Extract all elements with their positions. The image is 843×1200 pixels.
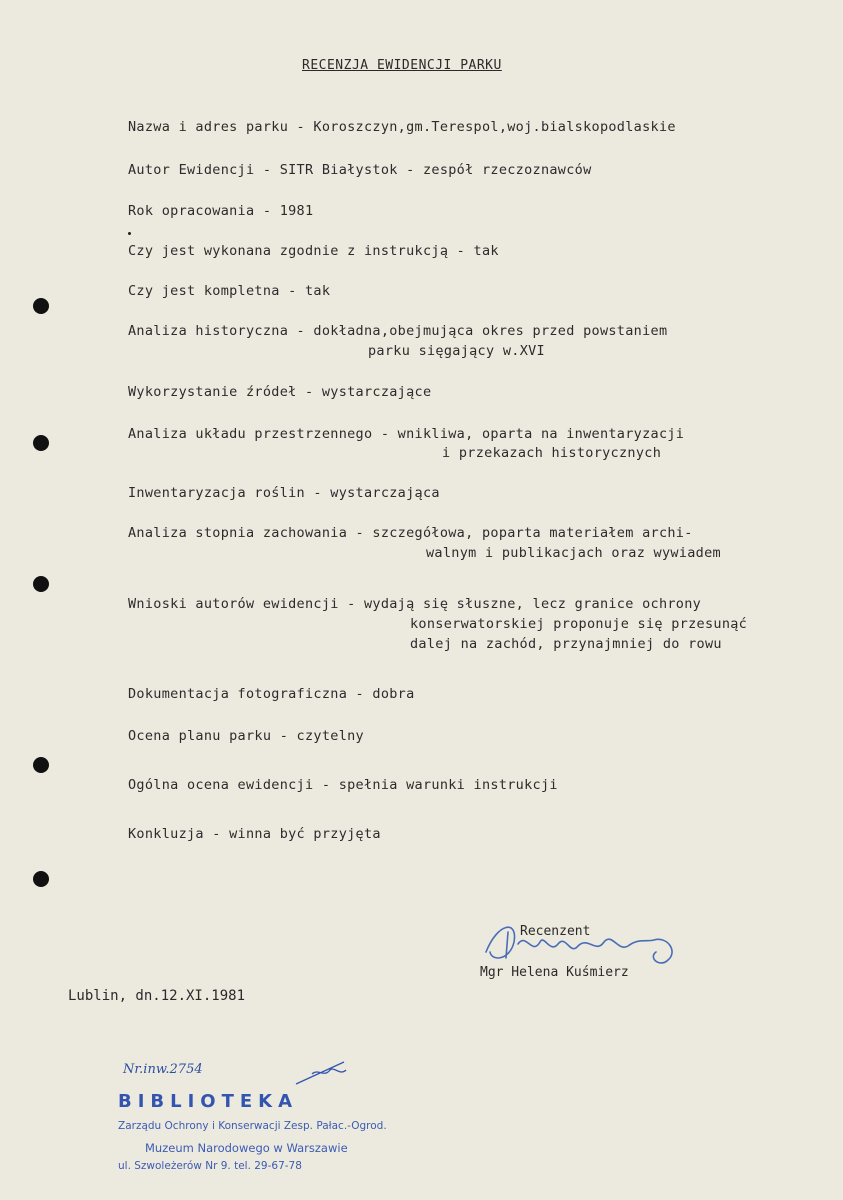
inventory-number-note: Nr.inw.2754 (123, 1062, 203, 1077)
punch-hole (33, 435, 49, 451)
place-date: Lublin, dn.12.XI.1981 (68, 988, 246, 1004)
line-conclusions-cont2: dalej na zachód, przynajmniej do rowu (410, 636, 722, 652)
stamp-title: BIBLIOTEKA (118, 1091, 299, 1112)
line-spatial-analysis-cont: i przekazach historycznych (442, 445, 662, 461)
line-overall-assessment: Ogólna ocena ewidencji - spełnia warunki instrukcji (128, 777, 558, 793)
line-plant-inventory: Inwentaryzacja roślin - wystarczająca (128, 485, 440, 501)
ink-dot (128, 232, 131, 235)
reviewer-label: Recenzent (520, 924, 591, 939)
line-complete: Czy jest kompletna - tak (128, 283, 331, 299)
line-plan-assessment: Ocena planu parku - czytelny (128, 728, 364, 744)
line-sources: Wykorzystanie źródeł - wystarczające (128, 384, 432, 400)
line-author: Autor Ewidencji - SITR Białystok - zespół rzeczoznawców (128, 162, 592, 178)
line-preservation-analysis: Analiza stopnia zachowania - szczegółowa, poparta materiałem archi- (128, 525, 693, 541)
line-spatial-analysis: Analiza układu przestrzennego - wnikliwa, oparta na inwentaryzacji (128, 426, 685, 442)
line-compliance: Czy jest wykonana zgodnie z instrukcją - tak (128, 243, 499, 259)
line-historical-analysis-cont: parku sięgający w.XVI (368, 343, 545, 359)
stamp-line-2: Muzeum Narodowego w Warszawie (145, 1141, 348, 1155)
punch-hole (33, 757, 49, 773)
line-photo-documentation: Dokumentacja fotograficzna - dobra (128, 686, 415, 702)
line-preservation-analysis-cont: walnym i publikacjach oraz wywiadem (426, 545, 721, 561)
reviewer-name: Mgr Helena Kuśmierz (480, 965, 629, 980)
line-conclusions: Wnioski autorów ewidencji - wydają się słuszne, lecz granice ochrony (128, 596, 702, 612)
line-name-address: Nazwa i adres parku - Koroszczyn,gm.Terespol,woj.bialskopodlaskie (128, 119, 676, 135)
line-conclusion: Konkluzja - winna być przyjęta (128, 826, 381, 842)
line-year: Rok opracowania - 1981 (128, 203, 314, 219)
stamp-line-3: ul. Szwoleżerów Nr 9. tel. 29-67-78 (118, 1160, 302, 1172)
reviewer-signature (478, 912, 698, 982)
punch-hole (33, 298, 49, 314)
line-conclusions-cont1: konserwatorskiej proponuje się przesunąć (410, 616, 748, 632)
handwritten-scribble-icon (294, 1058, 350, 1088)
document-title: RECENZJA EWIDENCJI PARKU (302, 58, 502, 73)
line-historical-analysis: Analiza historyczna - dokładna,obejmująca okres przed powstaniem (128, 323, 668, 339)
punch-hole (33, 576, 49, 592)
stamp-line-1: Zarządu Ochrony i Konserwacji Zesp. Pałac.-Ogrod. (118, 1120, 387, 1132)
punch-hole (33, 871, 49, 887)
